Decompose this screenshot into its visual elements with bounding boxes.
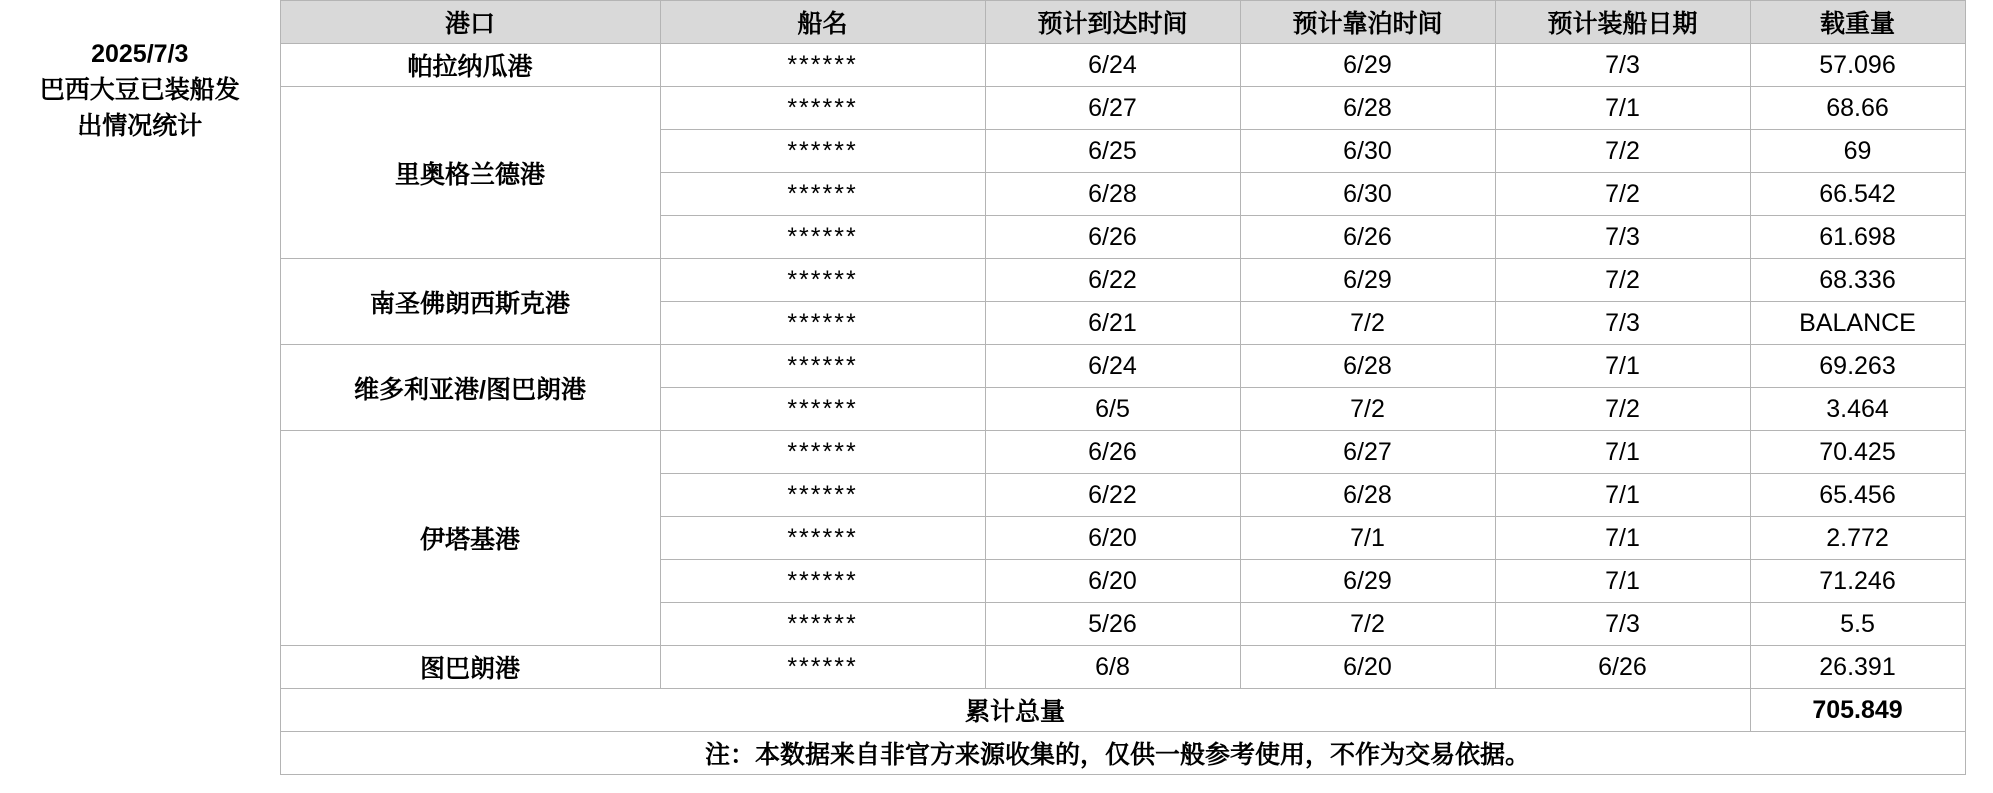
vessel-name: ****** <box>660 646 985 689</box>
berth-value: 7/1 <box>1240 517 1495 560</box>
col-header-eta: 预计到达时间 <box>985 1 1240 44</box>
port-name: 南圣佛朗西斯克港 <box>280 259 660 345</box>
table-row <box>0 87 1965 130</box>
berth-value: 7/2 <box>1240 388 1495 431</box>
total-label: 累计总量 <box>280 689 1750 732</box>
table-body <box>0 1 1965 775</box>
table-row <box>0 44 1965 87</box>
vessel-name: ****** <box>660 44 985 87</box>
vessel-name: ****** <box>660 259 985 302</box>
eta-value: 6/20 <box>985 517 1240 560</box>
table-note-row <box>0 732 1965 775</box>
berth-value: 6/29 <box>1240 560 1495 603</box>
loading-date-value: 7/2 <box>1495 259 1750 302</box>
vessel-name: ****** <box>660 474 985 517</box>
title-spacer <box>0 646 280 689</box>
loading-date-value: 7/1 <box>1495 431 1750 474</box>
col-header-port: 港口 <box>280 1 660 44</box>
eta-value: 6/22 <box>985 259 1240 302</box>
eta-value: 6/20 <box>985 560 1240 603</box>
loading-date-value: 7/1 <box>1495 345 1750 388</box>
deadweight-value: 65.456 <box>1750 474 1965 517</box>
vessel-name: ****** <box>660 216 985 259</box>
eta-value: 6/24 <box>985 345 1240 388</box>
berth-value: 6/26 <box>1240 216 1495 259</box>
loading-date-value: 7/3 <box>1495 216 1750 259</box>
loading-date-value: 7/2 <box>1495 130 1750 173</box>
eta-value: 6/27 <box>985 87 1240 130</box>
col-header-berth: 预计靠泊时间 <box>1240 1 1495 44</box>
eta-value: 6/28 <box>985 173 1240 216</box>
deadweight-value: 66.542 <box>1750 173 1965 216</box>
deadweight-value: BALANCE <box>1750 302 1965 345</box>
table-total-row <box>0 689 1965 732</box>
eta-value: 6/21 <box>985 302 1240 345</box>
berth-value: 6/20 <box>1240 646 1495 689</box>
title-spacer <box>0 517 280 560</box>
loading-date-value: 7/1 <box>1495 517 1750 560</box>
eta-value: 6/25 <box>985 130 1240 173</box>
report-title <box>0 1 280 173</box>
eta-value: 6/8 <box>985 646 1240 689</box>
report-title-line3: 出情况统计 <box>77 111 203 140</box>
table-row <box>0 259 1965 302</box>
port-name: 图巴朗港 <box>280 646 660 689</box>
deadweight-value: 2.772 <box>1750 517 1965 560</box>
vessel-name: ****** <box>660 388 985 431</box>
title-spacer <box>0 216 280 259</box>
port-name: 里奥格兰德港 <box>280 87 660 259</box>
eta-value: 6/26 <box>985 216 1240 259</box>
vessel-name: ****** <box>660 603 985 646</box>
title-spacer <box>0 603 280 646</box>
berth-value: 6/28 <box>1240 345 1495 388</box>
title-spacer <box>0 173 280 216</box>
loading-date-value: 7/1 <box>1495 474 1750 517</box>
vessel-name: ****** <box>660 302 985 345</box>
loading-date-value: 7/3 <box>1495 44 1750 87</box>
vessel-name: ****** <box>660 173 985 216</box>
vessel-name: ****** <box>660 130 985 173</box>
table-row <box>0 431 1965 474</box>
loading-date-value: 6/26 <box>1495 646 1750 689</box>
table-row <box>0 345 1965 388</box>
loading-date-value: 7/1 <box>1495 87 1750 130</box>
port-name: 伊塔基港 <box>280 431 660 646</box>
deadweight-value: 57.096 <box>1750 44 1965 87</box>
vessel-name: ****** <box>660 345 985 388</box>
col-header-deadweight: 载重量 <box>1750 1 1965 44</box>
berth-value: 7/2 <box>1240 603 1495 646</box>
deadweight-value: 68.336 <box>1750 259 1965 302</box>
deadweight-value: 69 <box>1750 130 1965 173</box>
loading-date-value: 7/3 <box>1495 302 1750 345</box>
berth-value: 6/29 <box>1240 259 1495 302</box>
deadweight-value: 3.464 <box>1750 388 1965 431</box>
deadweight-value: 70.425 <box>1750 431 1965 474</box>
title-spacer <box>0 689 280 732</box>
table-row <box>0 646 1965 689</box>
deadweight-value: 68.66 <box>1750 87 1965 130</box>
berth-value: 6/27 <box>1240 431 1495 474</box>
berth-value: 7/2 <box>1240 302 1495 345</box>
eta-value: 5/26 <box>985 603 1240 646</box>
port-name: 帕拉纳瓜港 <box>280 44 660 87</box>
berth-value: 6/28 <box>1240 87 1495 130</box>
table-header-row <box>0 1 1965 44</box>
title-spacer <box>0 302 280 345</box>
title-spacer <box>0 431 280 474</box>
loading-date-value: 7/3 <box>1495 603 1750 646</box>
title-spacer <box>0 560 280 603</box>
vessel-name: ****** <box>660 431 985 474</box>
berth-value: 6/28 <box>1240 474 1495 517</box>
eta-value: 6/5 <box>985 388 1240 431</box>
deadweight-value: 26.391 <box>1750 646 1965 689</box>
title-spacer <box>0 345 280 388</box>
deadweight-value: 69.263 <box>1750 345 1965 388</box>
report-title-date: 2025/7/3 <box>91 39 189 68</box>
title-spacer <box>0 388 280 431</box>
eta-value: 6/26 <box>985 431 1240 474</box>
vessel-name: ****** <box>660 560 985 603</box>
eta-value: 6/24 <box>985 44 1240 87</box>
deadweight-value: 71.246 <box>1750 560 1965 603</box>
deadweight-value: 61.698 <box>1750 216 1965 259</box>
title-spacer <box>0 259 280 302</box>
vessel-name: ****** <box>660 517 985 560</box>
vessel-name: ****** <box>660 87 985 130</box>
loading-date-value: 7/1 <box>1495 560 1750 603</box>
disclaimer-note: 注：本数据来自非官方来源收集的，仅供一般参考使用，不作为交易依据。 <box>280 732 1965 775</box>
title-spacer <box>0 474 280 517</box>
deadweight-value: 5.5 <box>1750 603 1965 646</box>
report-title-line2: 巴西大豆已装船发 <box>39 75 240 104</box>
col-header-loading-date: 预计装船日期 <box>1495 1 1750 44</box>
port-name: 维多利亚港/图巴朗港 <box>280 345 660 431</box>
title-spacer <box>0 732 280 775</box>
berth-value: 6/29 <box>1240 44 1495 87</box>
col-header-vessel: 船名 <box>660 1 985 44</box>
total-value: 705.849 <box>1750 689 1965 732</box>
berth-value: 6/30 <box>1240 173 1495 216</box>
loading-date-value: 7/2 <box>1495 173 1750 216</box>
loading-date-value: 7/2 <box>1495 388 1750 431</box>
berth-value: 6/30 <box>1240 130 1495 173</box>
eta-value: 6/22 <box>985 474 1240 517</box>
